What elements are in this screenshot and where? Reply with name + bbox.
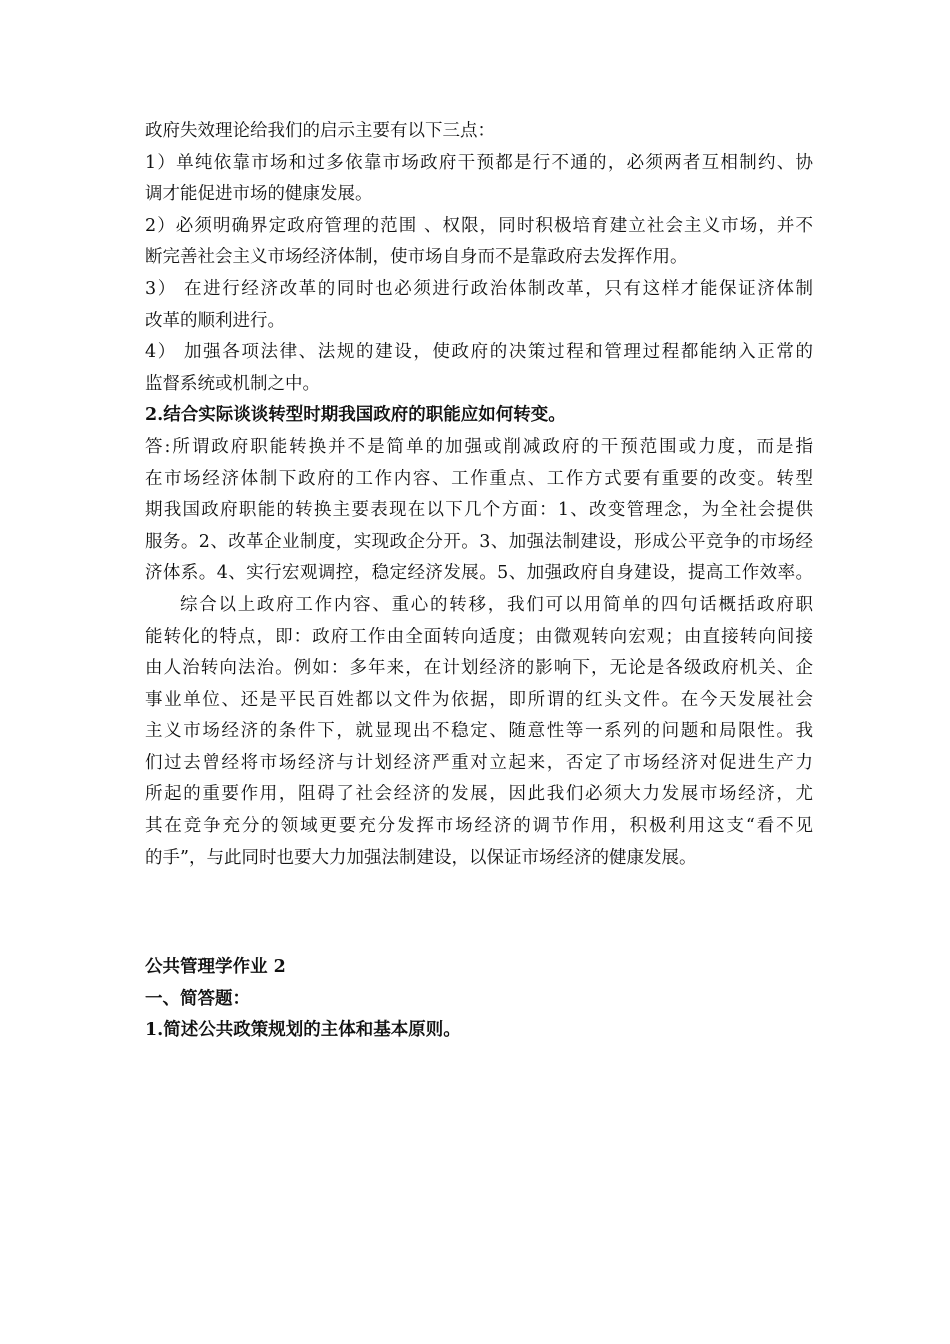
- summary-line-9: 的手”，与此同时也要大力加强法制建设，以保证市场经济的健康发展。: [145, 847, 697, 868]
- intro-paragraph: 政府失效理论给我们的启示主要有以下三点：: [145, 121, 495, 141]
- question-2-heading: 2.结合实际谈谈转型时期我国政府的职能应如何转变。: [145, 405, 566, 426]
- answer-line-5: 济体系。4、实行宏观调控，稳定经济发展。5、加强政府自身建设，提高工作效率。: [145, 563, 813, 584]
- answer-line-4: 服务。2、改革企业制度，实现政企分开。3、加强法制建设，形成公平竞争的市场经: [145, 531, 813, 552]
- summary-line-2: 能转化的特点，即：政府工作由全面转向适度；由微观转向宏观；由直接转向间接: [145, 626, 813, 647]
- point-2-line-1: 2）必须明确界定政府管理的范围 、权限，同时积极培育建立社会主义市场，并不: [145, 215, 813, 236]
- point-4-line-1: 4） 加强各项法律、法规的建设，使政府的决策过程和管理过程都能纳入正常的: [145, 342, 813, 363]
- answer-line-1: 答:所谓政府职能转换并不是简单的加强或削减政府的干预范围或力度，而是指: [145, 436, 813, 457]
- summary-line-5: 主义市场经济的条件下，就显现出不稳定、随意性等一系列的问题和局限性。我: [145, 721, 813, 742]
- short-answer-heading: 一、简答题：: [145, 988, 250, 1009]
- point-2-line-2: 断完善社会主义市场经济体制，使市场自身而不是靠政府去发挥作用。: [145, 247, 688, 268]
- section-spacer: [145, 874, 813, 952]
- homework-2-question-1: 1.简述公共政策规划的主体和基本原则。: [145, 1020, 461, 1041]
- summary-line-4: 事业单位、还是平民百姓都以文件为依据，即所谓的红头文件。在今天发展社会: [145, 689, 813, 710]
- document-body: [145, 116, 813, 1047]
- summary-line-1: 综合以上政府工作内容、重心的转移，我们可以用简单的四句话概括政府职: [180, 594, 813, 615]
- answer-line-3: 期我国政府职能的转换主要表现在以下几个方面：1、改变管理念，为全社会提供: [145, 500, 813, 521]
- summary-line-6: 们过去曾经将市场经济与计划经济严重对立起来，否定了市场经济对促进生产力: [145, 752, 813, 773]
- summary-line-8: 其在竞争充分的领域更要充分发挥市场经济的调节作用，积极利用这支“看不见: [145, 816, 813, 837]
- point-4-line-2: 监督系统或机制之中。: [145, 373, 320, 394]
- answer-line-2: 在市场经济体制下政府的工作内容、工作重点、工作方式要有重要的改变。转型: [145, 468, 813, 489]
- summary-line-3: 由人治转向法治。例如：多年来，在计划经济的影响下，无论是各级政府机关、企: [145, 658, 813, 679]
- point-3-line-2: 改革的顺利进行。: [145, 310, 285, 331]
- summary-line-7: 所起的重要作用，阻碍了社会经济的发展，因此我们必须大力发展市场经济，尤: [145, 784, 813, 805]
- point-1-line-1: 1）单纯依靠市场和过多依靠市场政府干预都是行不通的，必须两者互相制约、协: [145, 152, 813, 173]
- point-1-line-2: 调才能促进市场的健康发展。: [145, 184, 373, 205]
- homework-2-title: 公共管理学作业 2: [145, 957, 286, 978]
- point-3-line-1: 3） 在进行经济改革的同时也必须进行政治体制改革，只有这样才能保证济体制: [145, 278, 813, 299]
